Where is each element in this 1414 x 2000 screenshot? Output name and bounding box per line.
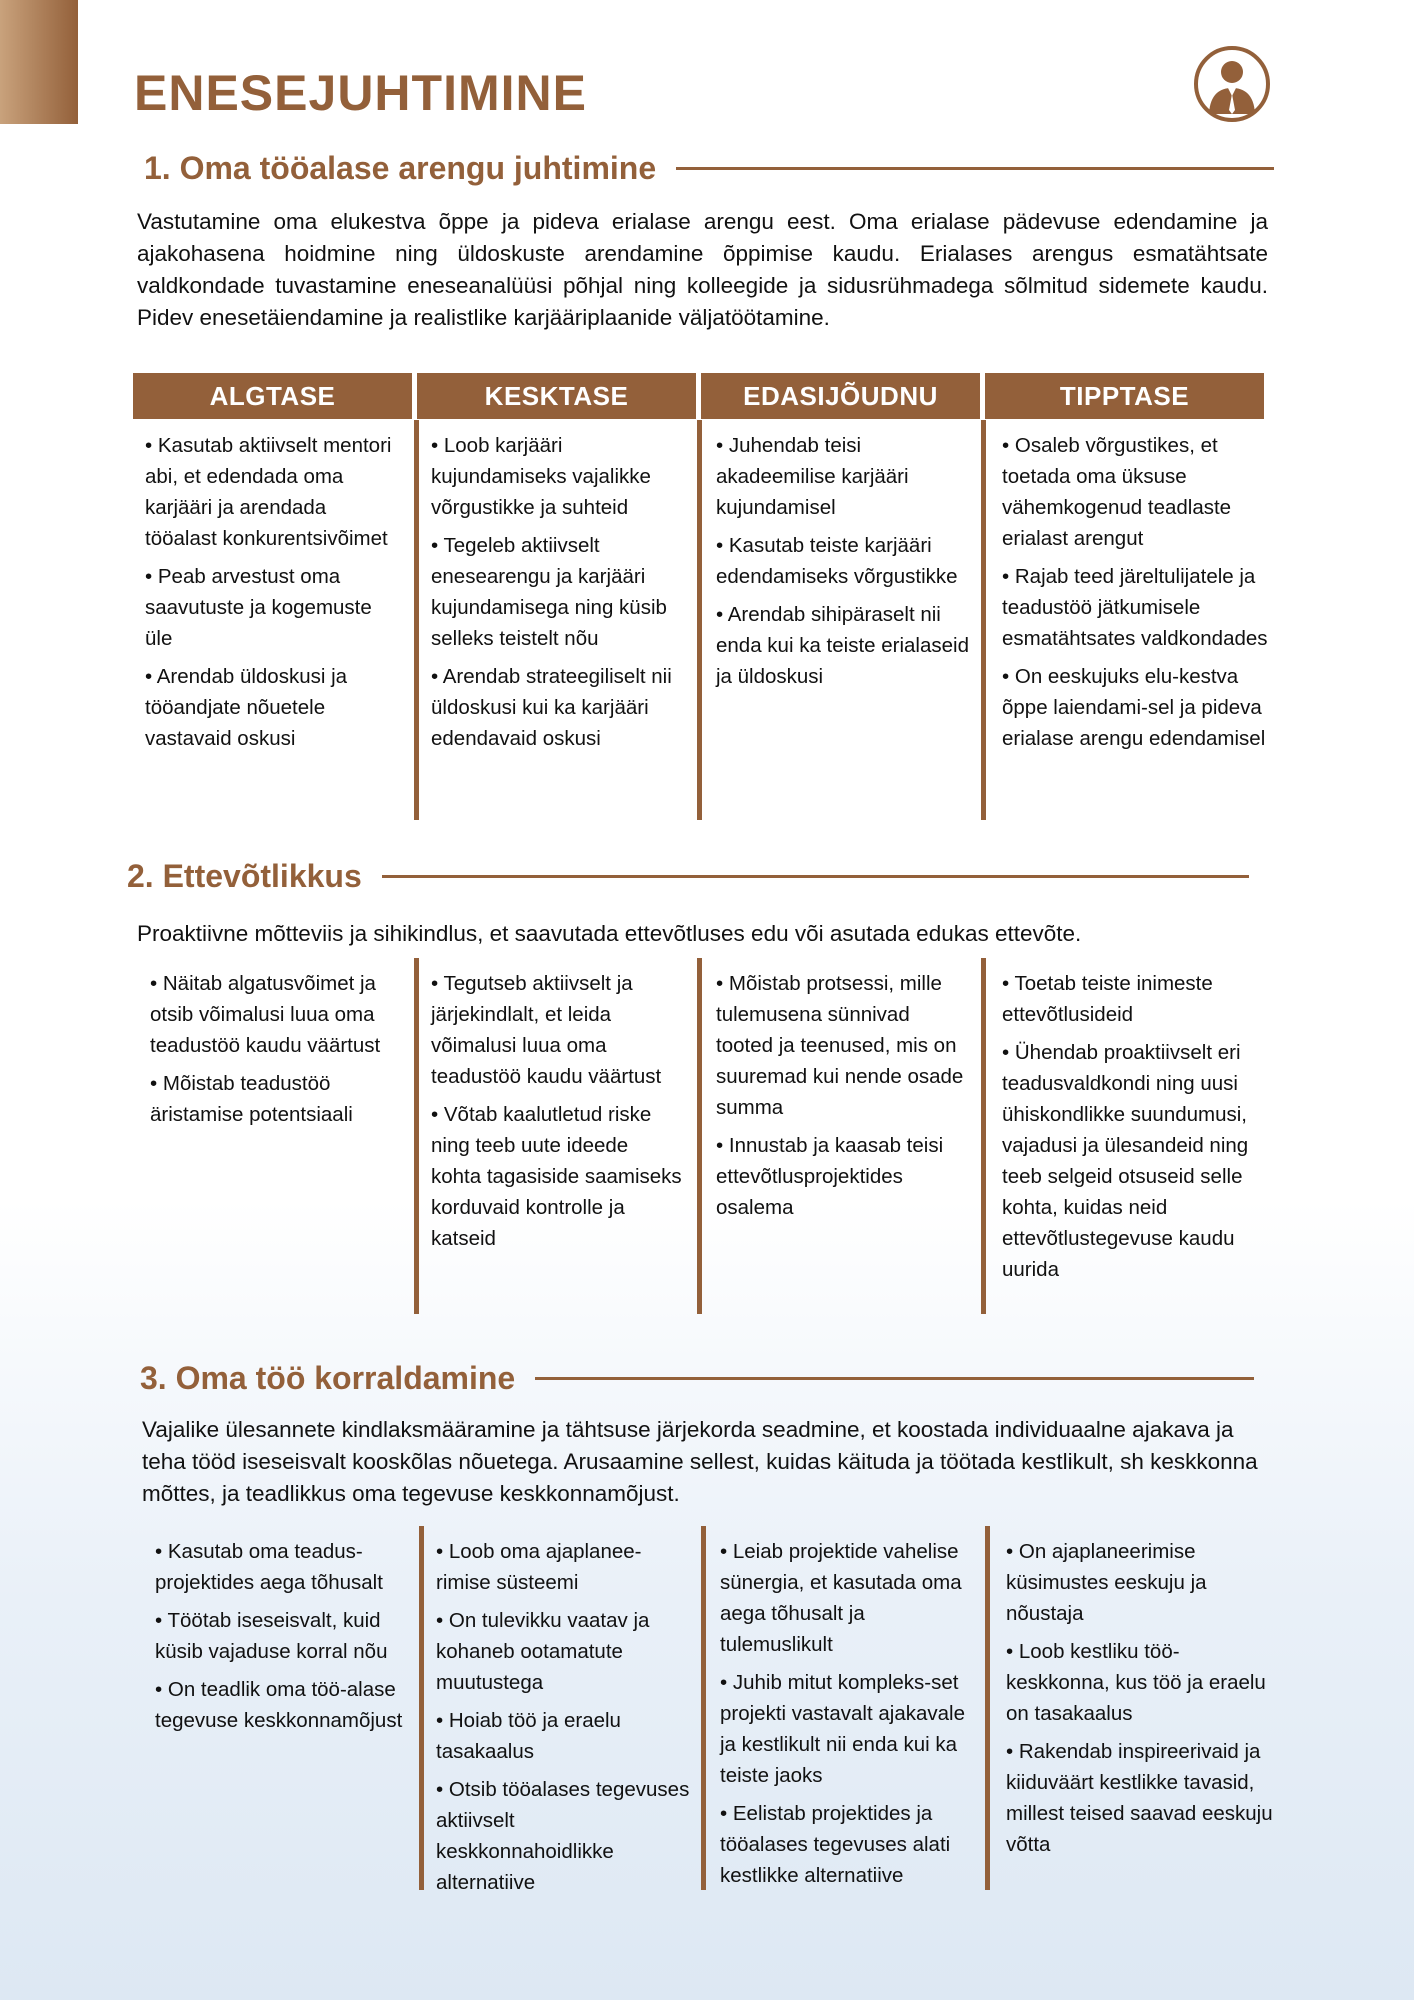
list-item: • Juhib mitut kompleks-set projekti vastavalt ajakavale ja kestlikult nii enda kui ka teiste jaoks — [720, 1671, 965, 1787]
list-item: • Leiab projektide vahelise sünergia, et kasutada oma aega tõhusalt ja tulemuslikult — [720, 1540, 962, 1656]
list-item: • Näitab algatusvõimet ja otsib võimalusi luua oma teadustöö kaudu väärtust — [150, 972, 381, 1057]
list-item: • Töötab iseseisvalt, kuid küsib vajaduse korral nõu — [155, 1609, 388, 1663]
list-item: • Kasutab teiste karjääri edendamiseks võrgustikke — [716, 534, 958, 588]
level-kesktase: KESKTASE — [417, 373, 696, 419]
s2-col-algtase — [150, 968, 408, 1137]
level-tipptase: TIPPTASE — [985, 373, 1264, 419]
list-item: • On ajaplaneerimise küsimustes eeskuju ja nõustaja — [1006, 1540, 1207, 1625]
list-item: • Arendab sihipäraselt nii enda kui ka teiste erialaseid ja üldoskusi — [716, 603, 969, 688]
section-title: 1. Oma tööalase arengu juhtimine — [144, 150, 657, 186]
list-item: • Kasutab aktiivselt mentori abi, et edendada oma karjääri ja arendada tööalast konkurentsivõimet — [145, 434, 392, 550]
list-item: • Osaleb võrgustikes, et toetada oma üksuse vähemkogenud teadlaste erialast arengut — [1002, 434, 1232, 550]
list-item: • Loob karjääri kujundamiseks vajalikke võrgustikke ja suhteid — [431, 434, 651, 519]
section-3-header — [140, 1360, 1254, 1397]
list-item: • Peab arvestust oma saavutuste ja kogemuste üle — [145, 565, 372, 650]
list-item: • Võtab kaalutletud riske ning teeb uute ideede kohta tagasiside saamiseks korduvaid kontrolle ja katseid — [431, 1103, 682, 1250]
divider — [676, 167, 1274, 170]
list-item: • Hoiab töö ja eraelu tasakaalus — [436, 1709, 621, 1763]
list-item: • Arendab üldoskusi ja tööandjate nõuetele vastavaid oskusi — [145, 665, 348, 750]
list-item: • Kasutab oma teadus-projektides aega tõhusalt — [155, 1540, 383, 1594]
section-intro: Vajalike ülesannete kindlaksmääramine ja tähtsuse järjekorda seadmine, et koostada individuaalne ajakava ja teha tööd iseseisvalt kooskõlas nõuetega. Arusaamine sellest, kuidas käituda ja töötada kestlikult, sh keskkonna mõttes, ja teadlikkus oma tegevuse keskkonnamõjust. — [142, 1417, 1258, 1506]
level-header-row — [133, 373, 1264, 419]
list-item: • Ühendab proaktiivselt eri teadusvaldkondi ning uusi ühiskondlikke suundumusi, vajadusi ja ülesandeid ning teeb selgeid otsuseid selle kohta, kuidas neid ettevõtlustegevuse kaudu uurida — [1002, 1041, 1249, 1281]
s3-col-edasijoudnu — [701, 1526, 981, 1890]
page-title: ENESEJUHTIMINE — [134, 65, 587, 121]
level-algtase: ALGTASE — [133, 373, 412, 419]
businessman-icon — [1192, 44, 1272, 124]
list-item: • On tulevikku vaatav ja kohaneb ootamatute muutustega — [436, 1609, 650, 1694]
list-item: • Mõistab protsessi, mille tulemusena sünnivad tooted ja teenused, mis on suuremad kui nende osade summa — [716, 972, 964, 1119]
list-item: • Loob kestliku töö-keskkonna, kus töö ja eraelu on tasakaalus — [1006, 1640, 1266, 1725]
list-item: • Innustab ja kaasab teisi ettevõtlusprojektides osalema — [716, 1134, 944, 1219]
divider — [382, 875, 1249, 878]
s2-col-tipptase — [981, 958, 1271, 1314]
s1-col-algtase — [145, 430, 403, 761]
corner-accent — [0, 0, 78, 124]
divider — [535, 1377, 1254, 1380]
list-item: • On eeskujuks elu-kestva õppe laiendami-sel ja pideva erialase arengu edendamisel — [1002, 665, 1266, 750]
section-title: 3. Oma töö korraldamine — [140, 1360, 516, 1396]
list-item: • Mõistab teadustöö äristamise potentsiaali — [150, 1072, 353, 1126]
list-item: • Juhendab teisi akadeemilise karjääri kujundamisel — [716, 434, 909, 519]
list-item: • On teadlik oma töö-alase tegevuse keskkonnamõjust — [155, 1678, 403, 1732]
section-intro: Vastutamine oma elukestva õppe ja pideva erialase arengu eest. Oma erialase pädevuse edendamine ja ajakohasena hoidmine ning üldoskuste arendamine õppimise kaudu. Erialases arengus esmatähtsate valdkondade tuvastamine eneseanalüüsi põhjal ning kolleegide ja sidusrühmadega sõlmitud sidemete kaudu. Pidev enesetäiendamine ja realistlike karjääriplaanide väljatöötamine. — [137, 209, 1268, 330]
list-item: • Otsib tööalases tegevuses aktiivselt keskkonnahoidlikke alternatiive — [436, 1778, 690, 1894]
s3-col-tipptase — [985, 1526, 1275, 1890]
list-item: • Eelistab projektides ja tööalases tegevuses alati kestlikke alternatiive — [720, 1802, 951, 1887]
s3-col-algtase — [155, 1536, 417, 1743]
s1-col-tipptase — [981, 420, 1271, 820]
section-2-header — [127, 858, 1249, 895]
s1-col-edasijoudnu — [697, 420, 971, 820]
list-item: • Arendab strateegiliselt nii üldoskusi kui ka karjääri edendavaid oskusi — [431, 665, 672, 750]
section-intro: Proaktiivne mõtteviis ja sihikindlus, et saavutada ettevõtluses edu või asutada edukas ettevõte. — [137, 921, 1082, 946]
s1-col-kesktase — [414, 420, 684, 820]
s3-col-kesktase — [419, 1526, 691, 1894]
list-item: • Tegeleb aktiivselt enesearengu ja karjääri kujundamisega ning küsib selleks teistelt nõu — [431, 534, 667, 650]
section-title: 2. Ettevõtlikkus — [127, 858, 362, 894]
s2-col-kesktase — [414, 958, 684, 1314]
level-edasijoudnu: EDASIJÕUDNU — [701, 373, 980, 419]
s2-col-edasijoudnu — [697, 958, 971, 1314]
list-item: • Rajab teed järeltulijatele ja teadustöö jätkumisele esmatähtsates valdkondades — [1002, 565, 1268, 650]
list-item: • Toetab teiste inimeste ettevõtlusideid — [1002, 972, 1213, 1026]
section-1-header — [144, 150, 1274, 187]
list-item: • Rakendab inspireerivaid ja kiiduväärt kestlikke tavasid, millest teised saavad eeskuju võtta — [1006, 1740, 1273, 1856]
list-item: • Loob oma ajaplanee-rimise süsteemi — [436, 1540, 642, 1594]
list-item: • Tegutseb aktiivselt ja järjekindlalt, et leida võimalusi luua oma teadustöö kaudu väärtust — [431, 972, 662, 1088]
